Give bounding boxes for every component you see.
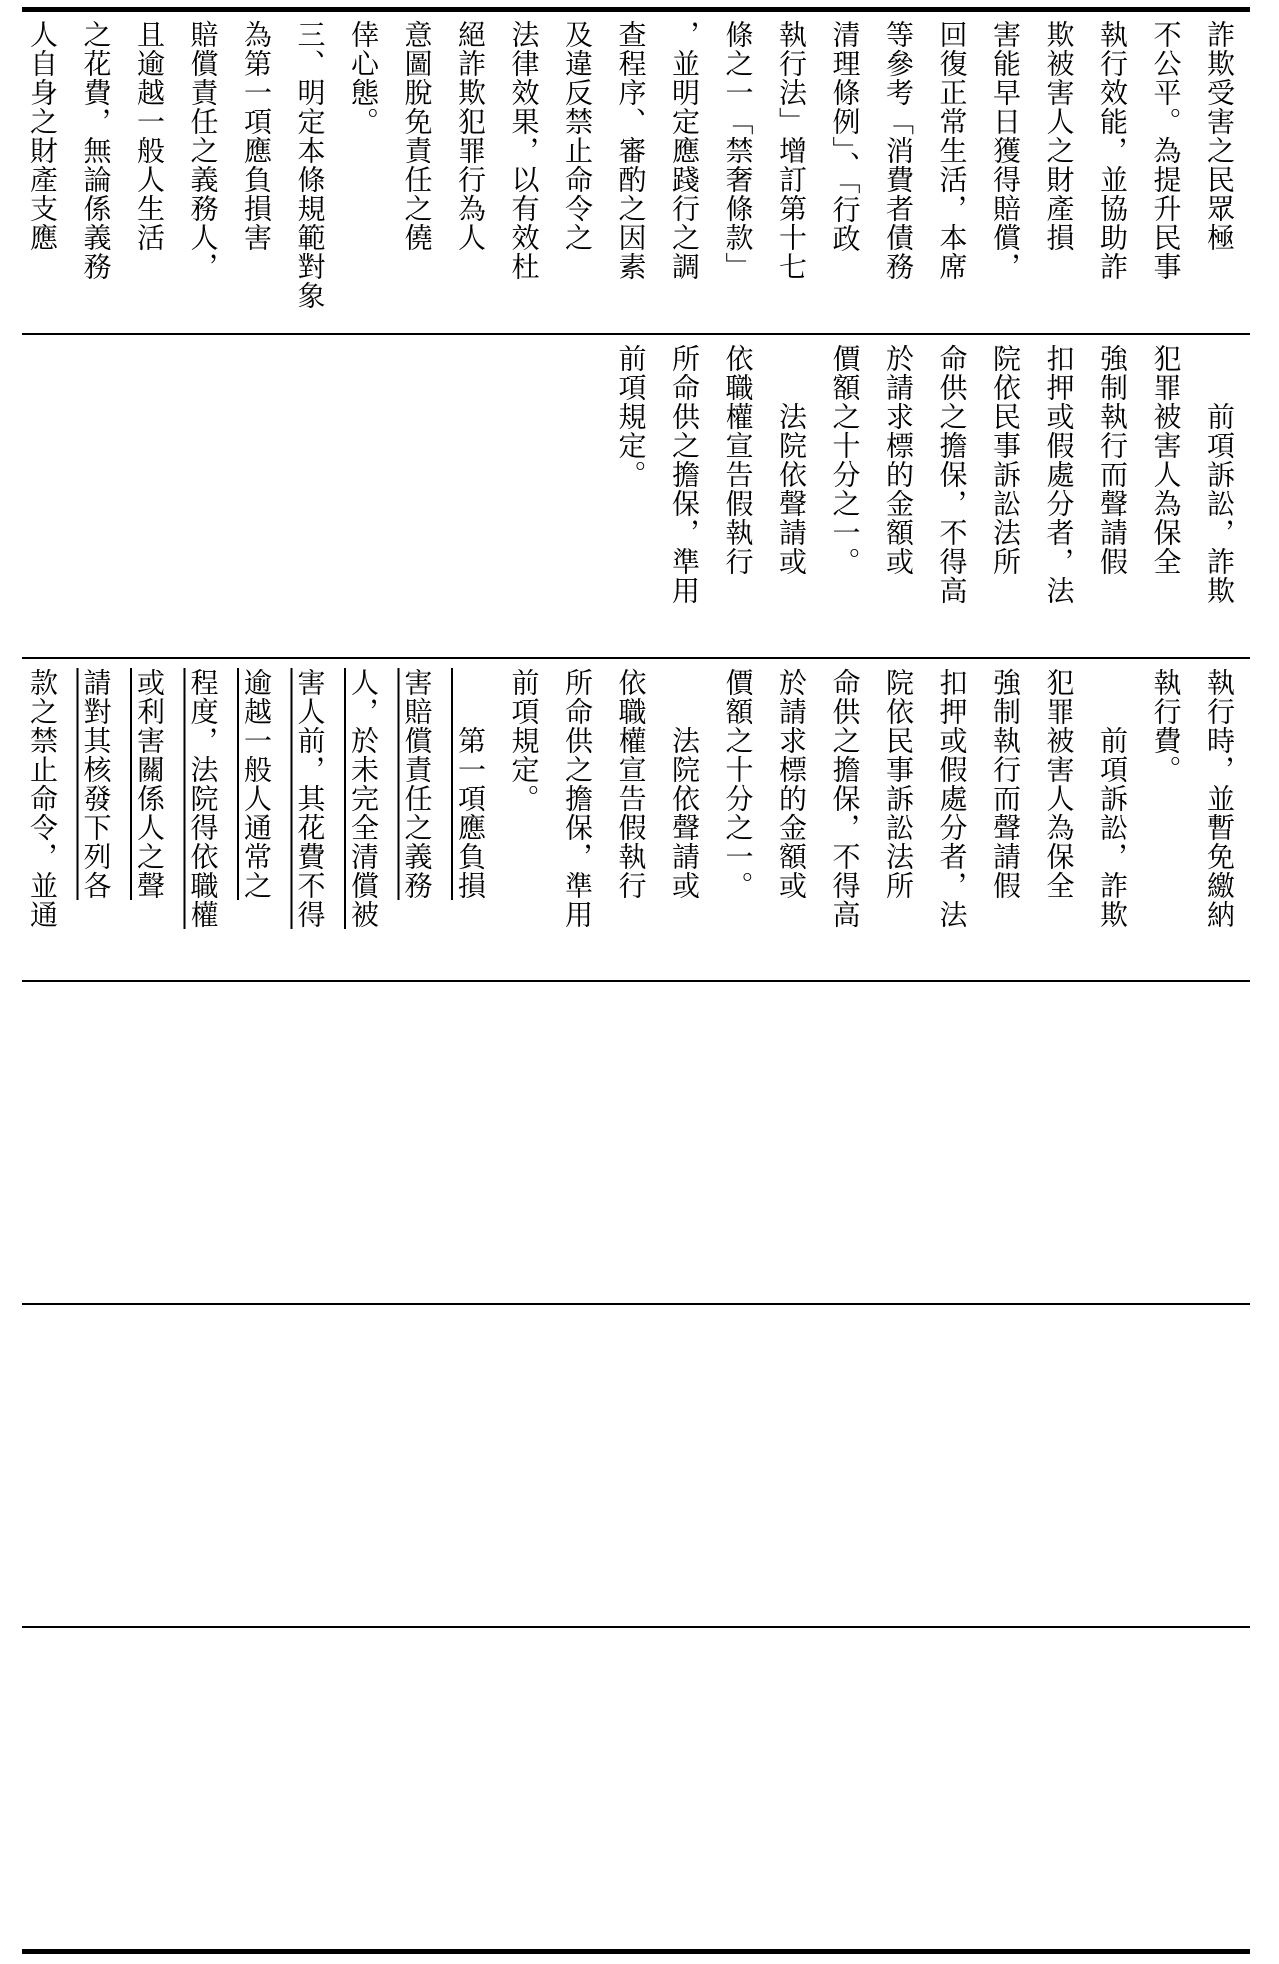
text-column: 法院依聲請或 (668, 668, 701, 900)
text-column: 逾越一般人通常之 (240, 668, 273, 900)
text-column: 依職權宣告假執行 (614, 668, 648, 900)
text-column: 強制執行而聲請假 (989, 668, 1022, 900)
band-divider-1 (22, 333, 1250, 335)
text-column: 絕詐欺犯罪行為人 (454, 20, 487, 252)
text-column: 強制執行而聲請假 (1096, 344, 1129, 576)
text-column: 害人前，其花費不得 (293, 668, 327, 929)
text-column: 及違反禁止命令之 (561, 20, 594, 252)
text-column: 執行法」增訂第十七 (775, 20, 808, 281)
text-column: 賠償責任之義務人， (186, 20, 220, 281)
text-column: 款之禁止命令，並通 (26, 668, 59, 929)
text-column: 前項規定。 (507, 668, 541, 813)
text-column: 第一項應負損 (454, 668, 487, 900)
text-column: 倖心態。 (347, 20, 380, 136)
text-column: ，並明定應踐行之調 (668, 20, 701, 281)
text-column: 於請求標的金額或 (882, 344, 915, 576)
text-column: 前項訴訟，詐欺 (1203, 344, 1236, 605)
current-text-band (26, 344, 1246, 649)
text-column: 清理條例」、「行政 (828, 20, 862, 253)
text-column: 詐欺受害之民眾極 (1203, 20, 1236, 252)
text-column: 法律效果，以有效杜 (507, 20, 541, 281)
bottom-border (22, 1949, 1250, 1954)
text-column: 之花費，無論係義務 (79, 20, 113, 281)
text-column: 價額之十分之一。 (828, 344, 862, 576)
text-column: 或利害關係人之聲 (133, 668, 166, 900)
text-column: 所命供之擔保，準用 (561, 668, 594, 929)
empty-band-4 (26, 991, 1246, 1296)
text-column: 等參考「消費者債務 (882, 20, 915, 281)
text-column: 依職權宣告假執行 (721, 344, 755, 576)
band-divider-2 (22, 657, 1250, 659)
text-column: 執行費。 (1149, 668, 1183, 784)
text-column: 執行時，並暫免繳納 (1203, 668, 1236, 929)
text-column: 條之一「禁奢條款」 (721, 20, 755, 281)
amended-text-band (26, 668, 1246, 973)
text-column: 前項訴訟，詐欺 (1096, 668, 1129, 929)
text-column: 且逾越一般人生活 (133, 20, 166, 252)
text-column: 查程序、審酌之因素 (614, 20, 648, 281)
text-column: 不公平。為提升民事 (1149, 20, 1183, 281)
text-column: 程度，法院得依職權 (186, 668, 220, 929)
text-column: 扣押或假處分者，法 (1042, 344, 1076, 605)
text-column: 價額之十分之一。 (721, 668, 755, 900)
text-column: 命供之擔保，不得高 (935, 344, 969, 605)
empty-band-6 (26, 1637, 1246, 1942)
band-divider-3 (22, 980, 1250, 982)
text-column: 院依民事訴訟法所 (882, 668, 915, 900)
text-column: 三、明定本條規範對象 (293, 20, 327, 310)
text-column: 意圖脫免責任之僥 (400, 20, 434, 252)
text-column: 法院依聲請或 (775, 344, 808, 576)
top-border (22, 7, 1250, 12)
text-column: 為第一項應負損害 (240, 20, 273, 252)
text-column: 命供之擔保，不得高 (828, 668, 862, 929)
empty-band-5 (26, 1314, 1246, 1619)
text-column: 院依民事訴訟法所 (989, 344, 1022, 576)
text-column: 回復正常生活，本席 (935, 20, 969, 281)
text-column: 人自身之財產支應 (26, 20, 59, 252)
text-column: 犯罪被害人為保全 (1149, 344, 1183, 576)
text-column: 請對其核發下列各 (79, 668, 113, 900)
text-column: 欺被害人之財產損 (1042, 20, 1076, 252)
band-divider-5 (22, 1626, 1250, 1628)
text-column: 犯罪被害人為保全 (1042, 668, 1076, 900)
text-column: 人，於未完全清償被 (347, 668, 380, 929)
reason-text-band (26, 20, 1246, 325)
text-column: 害賠償責任之義務 (400, 668, 434, 900)
text-column: 執行效能，並協助詐 (1096, 20, 1129, 281)
text-column: 害能早日獲得賠償， (989, 20, 1022, 281)
text-column: 所命供之擔保，準用 (668, 344, 701, 605)
text-column: 前項規定。 (614, 344, 648, 489)
text-column: 於請求標的金額或 (775, 668, 808, 900)
band-divider-4 (22, 1303, 1250, 1305)
text-column: 扣押或假處分者，法 (935, 668, 969, 929)
